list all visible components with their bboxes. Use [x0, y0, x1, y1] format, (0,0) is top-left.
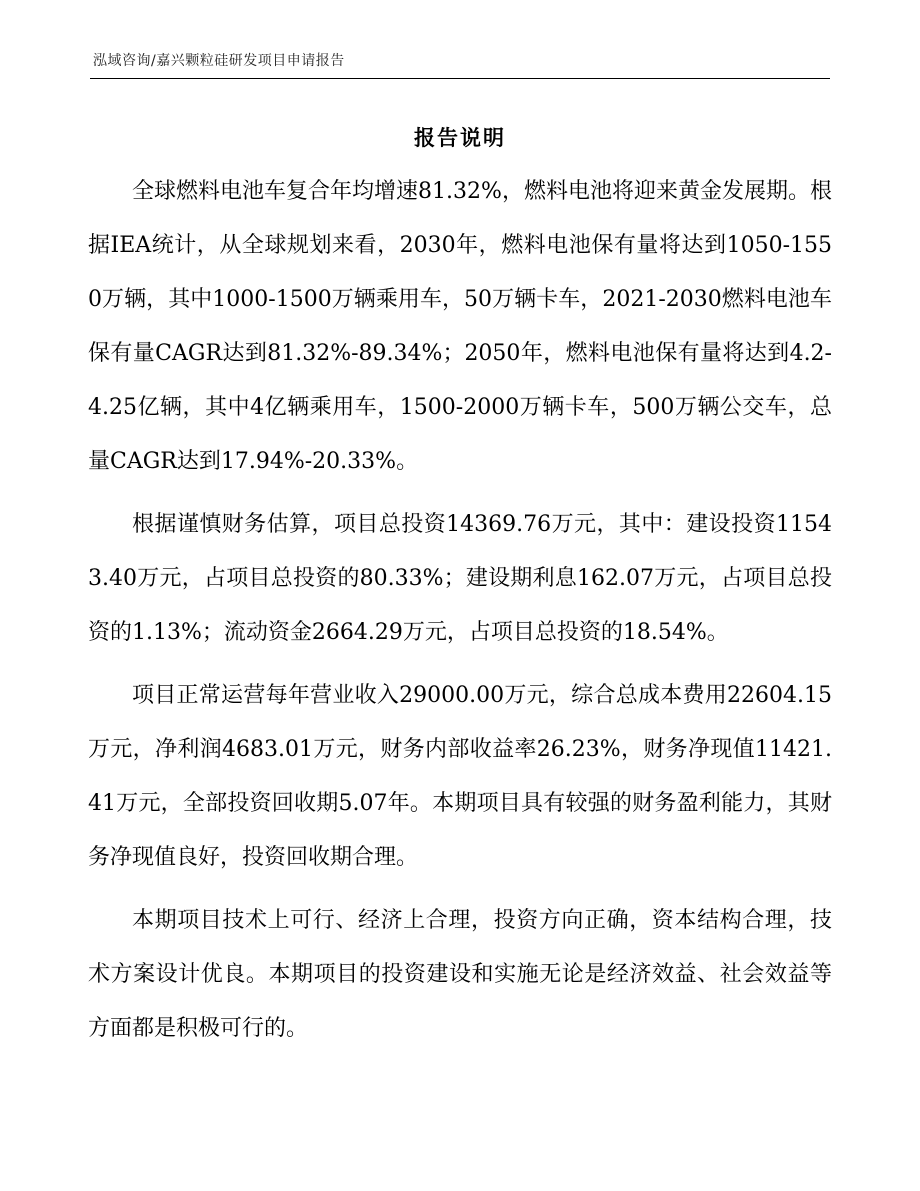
paragraph-financial-returns: 项目正常运营每年营业收入29000.00万元，综合总成本费用22604.15万元，净利润4683.01万元，财务内部收益率26.23%，财务净现值11421.41万元，全部投资回收期5.07年。本期项目具有较强的财务盈利能力，其财务净现值良好，投资回收期合理。 — [88, 683, 832, 870]
paragraph-fuel-cell-outlook: 全球燃料电池车复合年均增速81.32%，燃料电池将迎来黄金发展期。根据IEA统计，从全球规划来看，2030年，燃料电池保有量将达到1050-1550万辆，其中1000-1500万辆乘用车，50万辆卡车，2021-2030燃料电池车保有量CAGR达到81.32%-89.34%；2050年，燃料电池保有量将达到4.2-4.25亿辆，其中4亿辆乘用车，1500-2000万辆卡车，500万辆公交车，总量CAGR达到17.94%-20.33%。 — [88, 179, 832, 474]
paragraph-investment-estimate: 根据谨慎财务估算，项目总投资14369.76万元，其中：建设投资11543.40万元，占项目总投资的80.33%；建设期利息162.07万元，占项目总投资的1.13%；流动资金2664.29万元，占项目总投资的18.54%。 — [88, 512, 832, 645]
page-title: 报告说明 — [414, 126, 506, 150]
body-text — [88, 165, 832, 1065]
running-header: 泓域咨询/嘉兴颗粒硅研发项目申请报告 — [93, 53, 345, 69]
paragraph-feasibility-conclusion: 本期项目技术上可行、经济上合理，投资方向正确，资本结构合理，技术方案设计优良。本期项目的投资建设和实施无论是经济效益、社会效益等方面都是积极可行的。 — [88, 908, 832, 1041]
header-divider — [90, 78, 830, 79]
